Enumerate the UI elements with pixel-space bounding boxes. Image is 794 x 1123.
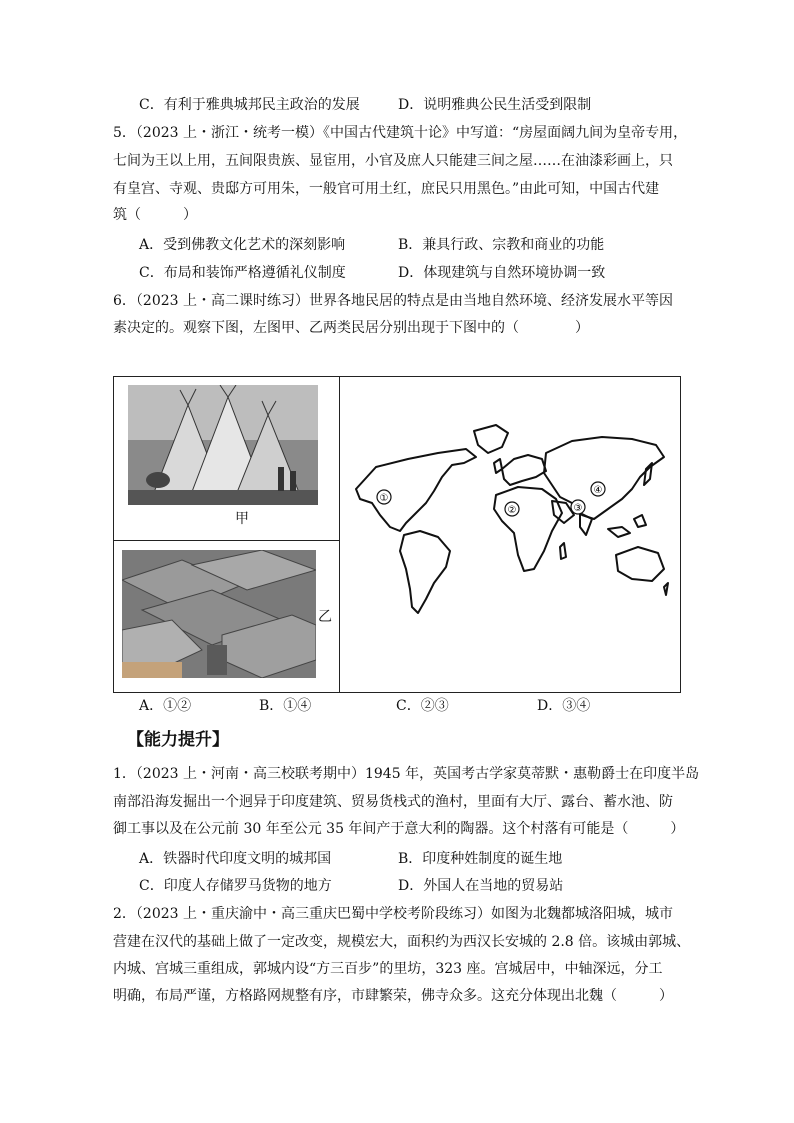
figure-horizontal-divider [114, 540, 339, 541]
q6-stem-line-2: 素决定的。观察下图，左图甲、乙两类民居分别出现于下图中的（ ） [113, 320, 589, 336]
q5-stem-line-2: 七间为王以上用，五间限贵族、显宦用，小官及庶人只能建三间之屋……在油漆彩画上，只 [113, 153, 673, 169]
q6-option-c: C．②③ [396, 698, 449, 714]
figure-vertical-divider [339, 377, 340, 692]
label-jia: 甲 [235, 511, 249, 527]
q6-figure [113, 376, 681, 693]
ap1-option-b: B．印度种姓制度的诞生地 [398, 851, 563, 867]
ap2-stem-line-1: 2．（2023 上・重庆渝中・高三重庆巴蜀中学校考阶段练习）如图为北魏都城洛阳城，城市 [113, 906, 673, 922]
q5-stem-line-4: 筑（ ） [113, 207, 197, 223]
tiled-roof-dwelling-image [122, 550, 316, 678]
ap2-stem-line-3: 内城、宫城三重组成，郭城内设“方三百步”的里坊，323 座。宫城居中，中轴深远，分工 [113, 961, 663, 977]
ap2-stem-line-2: 营建在汉代的基础上做了一定改变，规模宏大，面积约为西汉长安城的 2.8 倍。该城由郭城、 [113, 934, 691, 950]
marker-1: ① [379, 493, 389, 504]
ap1-option-a: A．铁器时代印度文明的城邦国 [139, 851, 332, 867]
q5-option-b: B．兼具行政、宗教和商业的功能 [398, 237, 605, 253]
q5-option-d: D．体现建筑与自然环境协调一致 [398, 265, 606, 281]
ap1-option-d: D．外国人在当地的贸易站 [398, 878, 564, 894]
q6-stem-line-1: 6．（2023 上・高二课时练习）世界各地民居的特点是由当地自然环境、经济发展水平等因 [113, 293, 673, 309]
q5-option-c: C．布局和装饰严格遵循礼仪制度 [139, 265, 346, 281]
ap1-stem-line-3: 御工事以及在公元前 30 年至公元 35 年间产于意大利的陶器。这个村落有可能是（ ） [113, 821, 685, 837]
q5-stem-line-3: 有皇宫、寺观、贵邸方可用朱，一般官可用土红，庶民只用黑色。”由此可知，中国古代建 [113, 181, 660, 197]
prev-option-c: C．有利于雅典城邦民主政治的发展 [139, 97, 360, 113]
marker-4: ④ [593, 485, 603, 496]
section-title: 【能力提升】 [127, 730, 229, 750]
ap1-stem-line-2: 南部沿海发掘出一个迥异于印度建筑、贸易货栈式的渔村，里面有大厅、露台、蓄水池、防 [113, 794, 673, 810]
label-yi: 乙 [318, 609, 332, 625]
tipi-dwelling-image [128, 385, 318, 505]
ap1-stem-line-1: 1．（2023 上・河南・高三校联考期中）1945 年，英国考古学家莫蒂默・惠勒爵士在印度半岛 [113, 766, 700, 782]
q6-option-b: B．①④ [259, 698, 312, 714]
q5-stem-line-1: 5．（2023 上・浙江・统考一模）《中国古代建筑十论》中写道：“房屋面阔九间为皇帝专用， [113, 125, 688, 141]
q5-option-a: A．受到佛教文化艺术的深刻影响 [139, 237, 346, 253]
marker-3: ③ [573, 503, 583, 514]
q6-option-d: D．③④ [537, 698, 591, 714]
prev-option-d: D．说明雅典公民生活受到限制 [398, 97, 592, 113]
q6-option-a: A．①② [139, 698, 192, 714]
ap2-stem-line-4: 明确，布局严谨，方格路网规整有序，市肆繁荣，佛寺众多。这充分体现出北魏（ ） [113, 988, 673, 1004]
world-map [346, 419, 676, 619]
marker-2: ② [507, 505, 517, 516]
ap1-option-c: C．印度人存储罗马货物的地方 [139, 878, 332, 894]
